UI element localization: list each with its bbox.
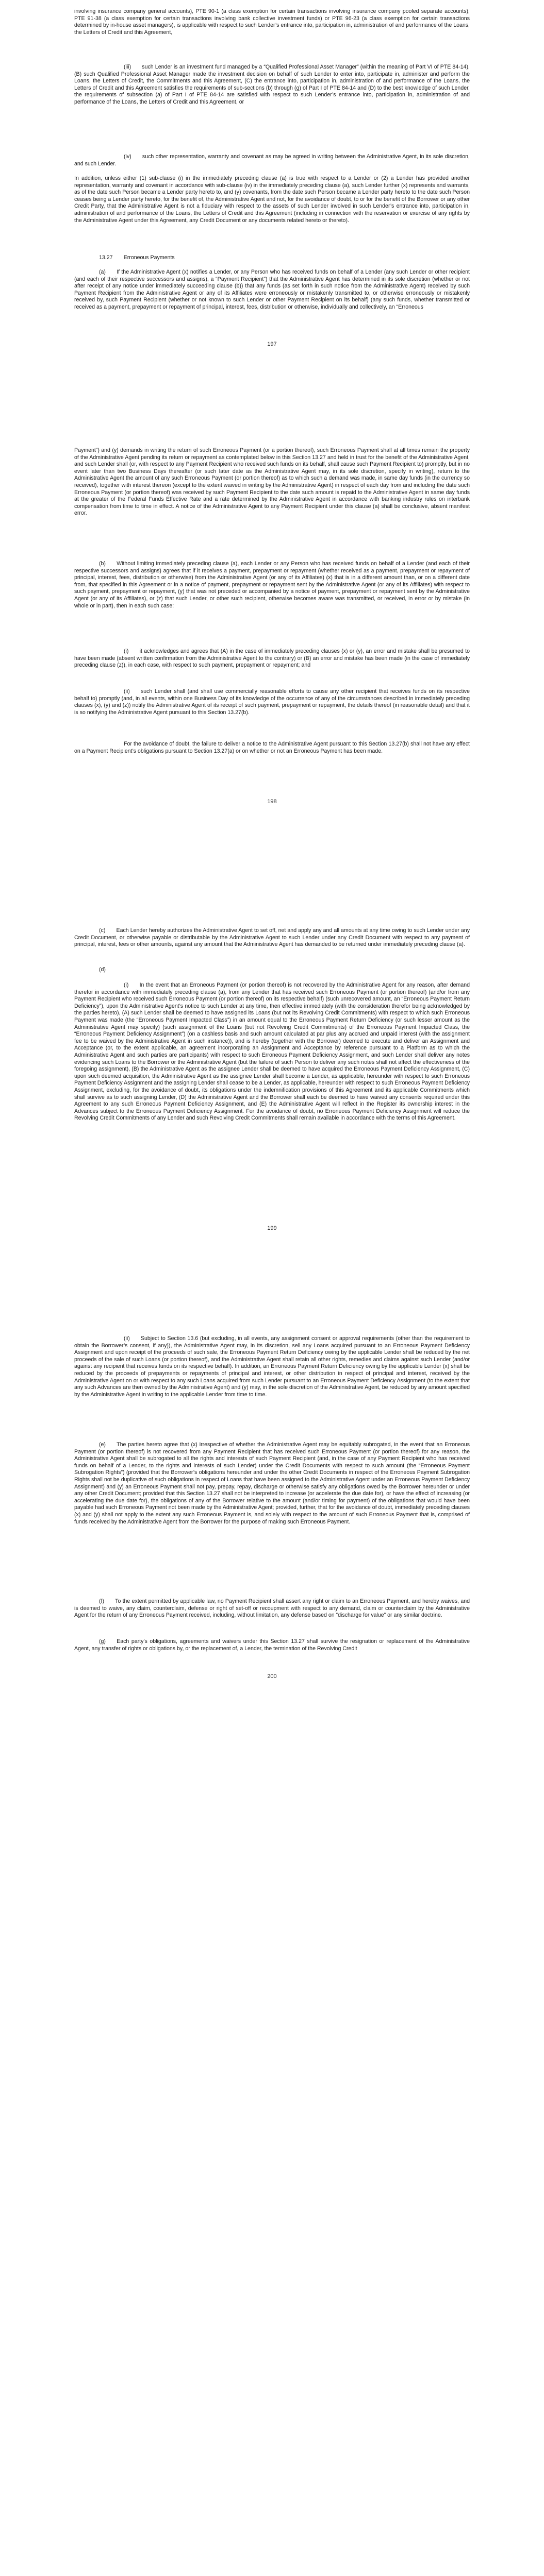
paragraph: (i) In the event that an Erroneous Payment (or portion thereof) is not recovered by the Administrative Agent for any reason, after demand therefor in accordance with immediately preceding clause (a), from any Lender that has received such Erroneous Payment (or portion thereof) (and/or from any Payment Recipient who received such Erroneous Payment (or portion thereof) on its respective behalf) (such unrecovered amount, an “Erroneous Payment Return Deficiency”), upon the Administrative Agent’s notice to such Lender at any time, then effective immediately (with the consideration therefor being acknowledged by the parties hereto), (A) such Lender shall be deemed to have assigned its Loans (but not its Revolving Credit Commitments) with respect to which such Erroneous Payment was made (the “Erroneous Payment Impacted Class”) in an amount equal to the Erroneous Payment Return Deficiency (or such lesser amount as the Administrative Agent may specify) (such assignment of the Loans (but not Revolving Credit Commitments) of the Erroneous Payment Impacted Class, the “Erroneous Payment Deficiency Assignment”) (on a cashless basis and such amount calculated at par plus any accrued and unpaid interest (with the assignment fee to be waived by the Administrative Agent in such instance)), and is hereby (together with the Borrower) deemed to execute and deliver an Assignment and Acceptance (or, to the extent applicable, an agreement incorporating an Assignment and Acceptance by reference pursuant to a Platform as to which the Administrative Agent and such parties are participants) with respect to such Erroneous Payment Deficiency Assignment, and such Lender shall deliver any notes evidencing such Loans to the Borrower or the Administrative Agent (but the failure of such Person to deliver any such notes shall not affect the effectiveness of the foregoing assignment), (B) the Administrative Agent as the assignee Lender shall be deemed to have acquired the Erroneous Payment Deficiency Assignment, (C) upon such deemed acquisition, the Administrative Agent as the assignee Lender shall become a Lender, as applicable, hereunder with respect to such Erroneous Payment Deficiency Assignment and the assigning Lender shall cease to be a Lender, as applicable, hereunder with respect to such Erroneous Payment Deficiency Assignment, excluding, for the avoidance of doubt, its obligations under the indemnification provisions of this Agreement and its applicable Commitments which shall survive as to such assigning Lender, (D) the Administrative Agent and the Borrower shall each be deemed to have waived any consents required under this Agreement to any such Erroneous Payment Deficiency Assignment, and (E) the Administrative Agent will reflect in the Register its ownership interest in the Advances subject to the Erroneous Payment Deficiency Assignment. For the avoidance of doubt, no Erroneous Payment Deficiency Assignment will reduce the Revolving Credit Commitments of any Lender and such Revolving Credit Commitments shall remain available in accordance with the terms of this Agreement. [74, 982, 470, 1122]
paragraph: (i) it acknowledges and agrees that (A) in the case of immediately preceding clauses (x) or (y), an error and mistake shall be presumed to have been made (absent written confirmation from the Administrative Agent to the contrary) or (B) an error and mistake has been made (in the case of immediately preceding clause (z)), in each case, with respect to such payment, prepayment or repayment; and [74, 648, 470, 669]
document-page [0, 381, 544, 805]
paragraph: (f) To the extent permitted by applicable law, no Payment Recipient shall assert any right or claim to an Erroneous Payment, and hereby waives, and is deemed to waive, any claim, counterclaim, defense or right of set-off or recoupment with respect to any demand, claim or counterclaim by the Administrative Agent for the return of any Erroneous Payment received, including, without limitation, any defense based on “discharge for value” or any similar doctrine. [74, 1598, 470, 1619]
paragraph: (a) If the Administrative Agent (x) notifies a Lender, or any Person who has received funds on behalf of a Lender (any such Lender or other recipient (and each of their respective successors and assigns), a “Payment Recipient”) that the Administrative Agent has determined in its sole discretion (whether or not after receipt of any notice under immediately succeeding clause (b)) that any funds (as set forth in such notice from the Administrative Agent) received by such Payment Recipient from the Administrative Agent or any of its Affiliates were erroneously or mistakenly transmitted to, or otherwise erroneously or mistakenly received by, such Payment Recipient (whether or not known to such Lender or other Payment Recipient on its behalf) (any such funds, whether transmitted or received as a payment, prepayment or repayment of principal, interest, fees, distribution or otherwise, individually and collectively, an “Erroneous [74, 269, 470, 310]
paragraph: (iv) such other representation, warranty and covenant as may be agreed in writing between the Administrative Agent, in its sole discretion, and such Lender. [74, 154, 470, 167]
paragraph: involving insurance company general accounts), PTE 90-1 (a class exemption for certain transactions involving insurance company pooled separate accounts), PTE 91-38 (a class exemption for certain transactions involving bank collective investment funds) or PTE 96-23 (a class exemption for certain transactions determined by in-house asset managers), is applicable with respect to such Lender’s entrance into, participation in, administration of and performance of the Loans, the Letters of Credit and this Agreement, [74, 8, 470, 36]
section-heading: 13.27 Erroneous Payments [99, 255, 175, 261]
document-page [0, 1278, 544, 2576]
page-number: 197 [267, 341, 277, 347]
paragraph: Payment”) and (y) demands in writing the return of such Erroneous Payment (or a portion thereof), such Erroneous Payment shall at all times remain the property of the Administrative Agent pending its return or repayment as contemplated below in this Section 13.27 and held in trust for the benefit of the Administrative Agent, and such Lender shall (or, with respect to any Payment Recipient who received such funds on its behalf, shall cause such Payment Recipient to) promptly, but in no event later than two Business Days thereafter (or such later date as the Administrative Agent may, in its sole discretion, specify in writing), return to the Administrative Agent the amount of any such Erroneous Payment (or portion thereof) as to which such a demand was made, in same day funds (in the currency so received), together with interest thereon (except to the extent waived in writing by the Administrative Agent) in respect of each day from and including the date such Erroneous Payment (or portion thereof) was received by such Payment Recipient to the date such amount is repaid to the Administrative Agent in same day funds at the greater of the Federal Funds Effective Rate and a rate determined by the Administrative Agent in accordance with banking industry rules on interbank compensation from time to time in effect. A notice of the Administrative Agent to any Payment Recipient under this clause (a) shall be conclusive, absent manifest error. [74, 447, 470, 517]
page-number: 199 [267, 1225, 277, 1231]
paragraph: (b) Without limiting immediately preceding clause (a), each Lender or any Person who has received funds on behalf of a Lender (and each of their respective successors and assigns) agrees that if it receives a payment, prepayment or repayment (whether received as a payment, prepayment or repayment of principal, interest, fees, distribution or otherwise) from the Administrative Agent (or any of its Affiliates) (x) that is in a different amount than, or on a different date from, that specified in this Agreement or in a notice of payment, prepayment or repayment sent by the Administrative Agent (or any of its Affiliates) with respect to such payment, prepayment or repayment, (y) that was not preceded or accompanied by a notice of payment, prepayment or repayment sent by the Administrative Agent (or any of its Affiliates), or (z) that such Lender, or other such recipient, otherwise becomes aware was transmitted, or received, in error or by mistake (in whole or in part), then in each such case: [74, 561, 470, 609]
paragraph: (ii) Subject to Section 13.6 (but excluding, in all events, any assignment consent or approval requirements (other than the requirement to obtain the Borrower’s consent, if any)), the Administrative Agent may, in its discretion, sell any Loans acquired pursuant to an Erroneous Payment Deficiency Assignment and upon receipt of the proceeds of such sale, the Erroneous Payment Return Deficiency owing by the applicable Lender shall be reduced by the net proceeds of the sale of such Loans (or portion thereof), and the Administrative Agent shall retain all other rights, remedies and claims against such Lender (and/or against any recipient that receives funds on its respective behalf). In addition, an Erroneous Payment Return Deficiency owing by the applicable Lender (x) shall be reduced by the proceeds of prepayments or repayments of principal and interest, or other distribution in respect of principal and interest, received by the Administrative Agent on or with respect to any such Loans acquired from such Lender pursuant to an Erroneous Payment Deficiency Assignment (to the extent that any such Advances are then owned by the Administrative Agent) and (y) may, in the sole discretion of the Administrative Agent, be reduced by any amount specified by the Administrative Agent in writing to the applicable Lender from time to time. [74, 1335, 470, 1398]
paragraph: In addition, unless either (1) sub-clause (i) in the immediately preceding clause (a) is true with respect to a Lender or (2) a Lender has provided another representation, warranty and covenant in accordance with sub-clause (iv) in the immediately preceding clause (a), such Lender further (x) represents and warrants, as of the date such Person became a Lender party hereto to, and (y) covenants, from the date such Person became a Lender party hereto to the date such Person ceases being a Lender party hereto, for the benefit of, the Administrative Agent and not, for the avoidance of doubt, to or for the benefit of the Borrower or any other Credit Party, that the Administrative Agent is not a fiduciary with respect to the assets of such Lender involved in such Lender’s entrance into, participation in, administration of and performance of the Loans, the Letters of Credit and this Agreement (including in connection with the reservation or exercise of any rights by the Administrative Agent under this Agreement, any Credit Document or any documents related hereto or thereto). [74, 175, 470, 224]
paragraph: (ii) such Lender shall (and shall use commercially reasonable efforts to cause any other recipient that receives funds on its respective behalf to) promptly (and, in all events, within one Business Day of its knowledge of the occurrence of any of the circumstances described in immediately preceding clauses (x), (y) and (z)) notify the Administrative Agent of its receipt of such payment, prepayment or repayment, the details thereof (in reasonable detail) and that it is so notifying the Administrative Agent pursuant to this Section 13.27(b). [74, 688, 470, 716]
paragraph: (iii) such Lender is an investment fund managed by a “Qualified Professional Asset Manager” (within the meaning of Part VI of PTE 84-14), (B) such Qualified Professional Asset Manager made the investment decision on behalf of such Lender to enter into, participate in, administer and perform the Loans, the Letters of Credit, the Commitments and this Agreement, (C) the entrance into, participation in, administration of and performance of the Loans, the Letters of Credit and this Agreement satisfies the requirements of sub-sections (b) through (g) of Part I of PTE 84-14 and (D) to the best knowledge of such Lender, the requirements of subsection (a) of Part I of PTE 84-14 are satisfied with respect to such Lender’s entrance into, participation in, administration of and performance of the Loans, the Letters of Credit and this Agreement, or [74, 64, 470, 105]
page-number: 198 [267, 799, 277, 805]
paragraph: For the avoidance of doubt, the failure to deliver a notice to the Administrative Agent pursuant to this Section 13.27(b) shall not have any effect on a Payment Recipient’s obligations pursuant to Section 13.27(a) or on whether or not an Erroneous Payment has been made. [74, 741, 470, 754]
page-number: 200 [267, 1673, 277, 1680]
paragraph: (c) Each Lender hereby authorizes the Administrative Agent to set off, net and apply any and all amounts at any time owing to such Lender under any Credit Document, or otherwise payable or distributable by the Administrative Agent to such Lender under any Credit Document with respect to any payment of principal, interest, fees or other amounts, against any amount that the Administrative Agent has demanded to be returned under immediately preceding clause (a). [74, 927, 470, 948]
paragraph-label: (d) [99, 967, 106, 973]
paragraph: (e) The parties hereto agree that (x) irrespective of whether the Administrative Agent may be equitably subrogated, in the event that an Erroneous Payment (or portion thereof) is not recovered from any Payment Recipient that has received such Erroneous Payment (or portion thereof) for any reason, the Administrative Agent shall be subrogated to all the rights and interests of such Payment Recipient (and, in the case of any Payment Recipient who has received funds on behalf of a Lender, to the rights and interests of such Lender) under the Credit Documents with respect to such amount (the “Erroneous Payment Subrogation Rights”) (provided that the Borrower’s obligations hereunder and under the other Credit Documents in respect of the Erroneous Payment Subrogation Rights shall not be duplicative of such obligations in respect of Loans that have been assigned to the Administrative Agent under an Erroneous Payment Deficiency Assignment) and (y) an Erroneous Payment shall not pay, prepay, repay, discharge or otherwise satisfy any obligations owed by the Borrower hereunder or under any other Credit Document; provided that this Section 13.27 shall not be interpreted to increase (or accelerate the due date for), or have the effect of increasing (or accelerating the due date for), the obligations of any of the Borrower relative to the amount (and/or timing for payment) of the obligations that would have been payable had such Erroneous Payment not been made by the Administrative Agent; provided, further, that for the avoidance of doubt, immediately preceding clauses (x) and (y) shall not apply to the extent any such Erroneous Payment is, and solely with respect to the amount of such Erroneous Payment that is, comprised of funds received by the Administrative Agent from the Borrower for the purpose of making such Erroneous Payment. [74, 1442, 470, 1525]
paragraph: (g) Each party’s obligations, agreements and waivers under this Section 13.27 shall survive the resignation or replacement of the Administrative Agent, any transfer of rights or obligations by, or the replacement of, a Lender, the termination of the Revolving Credit [74, 1638, 470, 1652]
